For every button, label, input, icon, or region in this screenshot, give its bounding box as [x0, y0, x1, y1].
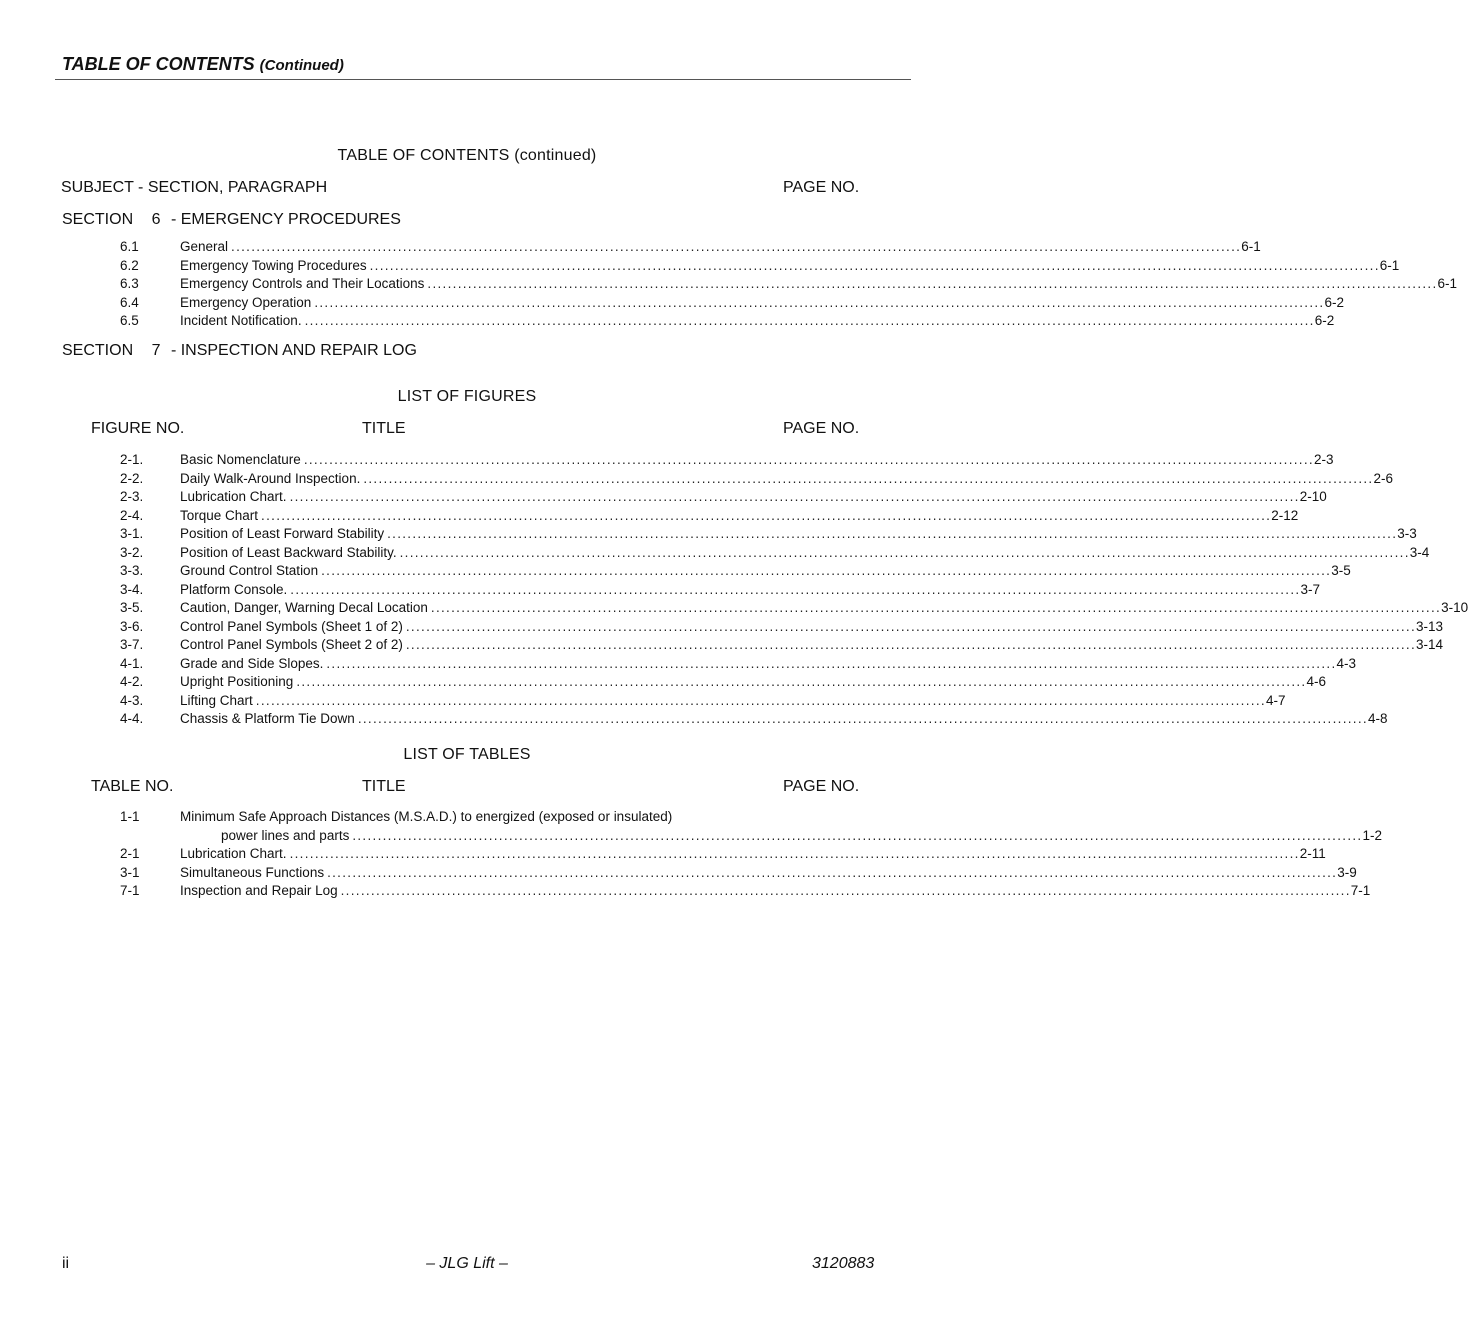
figures-col-page: PAGE NO.: [783, 420, 860, 437]
tables-list: [120, 808, 1382, 901]
list-item[interactable]: 2-3. Lubrication Chart. ........................................................................................................................................................................................................ 2-10: [120, 489, 1327, 504]
tables-col-no: TABLE NO.: [91, 778, 174, 795]
section-7-number: 7: [151, 342, 161, 359]
figures-heading: LIST OF FIGURES: [397, 388, 537, 405]
footer-center: – JLG Lift –: [426, 1255, 508, 1272]
section-6-number: 6: [151, 211, 161, 228]
list-item[interactable]: 3-2. Position of Least Backward Stability. ........................................................................................................................................................................................................ 3-4: [120, 544, 1430, 560]
list-item[interactable]: 3-6. Control Panel Symbols (Sheet 1 of 2) ........................................................................................................................................................................................................ 3-13: [120, 618, 1444, 634]
list-item[interactable]: 4-1. Grade and Side Slopes. ........................................................................................................................................................................................................ 4-3: [120, 655, 1357, 671]
header-rule: [55, 79, 911, 80]
list-item[interactable]: 2-2. Daily Walk-Around Inspection. ........................................................................................................................................................................................................ 2-6: [120, 470, 1393, 486]
list-item[interactable]: 6.5 Incident Notification. ........................................................................................................................................................................................................ 6-2: [120, 313, 1335, 328]
running-head: [62, 54, 912, 75]
list-item[interactable]: 3-3. Ground Control Station ........................................................................................................................................................................................................ 3-5: [120, 563, 1351, 578]
tables-col-page: PAGE NO.: [783, 778, 860, 795]
list-item[interactable]: 2-1 Lubrication Chart. ........................................................................................................................................................................................................ 2-11: [120, 846, 1326, 861]
list-item[interactable]: 1-1 Minimum Safe Approach Distances (M.S.A.D.) to energized (exposed or insulated): [120, 809, 673, 824]
running-head-title: TABLE OF CONTENTS: [62, 54, 255, 74]
list-item[interactable]: 3-4. Platform Console. ........................................................................................................................................................................................................ 3-7: [120, 581, 1320, 597]
toc-col-page: PAGE NO.: [783, 179, 860, 196]
tables-col-title: TITLE: [362, 778, 406, 795]
list-item[interactable]: 3-1. Position of Least Forward Stability ........................................................................................................................................................................................................ 3-3: [120, 526, 1417, 541]
footer-doc-number: 3120883: [812, 1255, 875, 1272]
list-item[interactable]: 2-4. Torque Chart ........................................................................................................................................................................................................ 2-12: [120, 507, 1299, 523]
section-7-title: - INSPECTION AND REPAIR LOG: [170, 342, 417, 359]
list-item[interactable]: 6.2 Emergency Towing Procedures ........................................................................................................................................................................................................ 6-1: [120, 257, 1400, 273]
section-6-label: SECTION: [62, 211, 134, 228]
list-item[interactable]: 3-5. Caution, Danger, Warning Decal Location ........................................................................................................................................................................................................ 3-10: [120, 600, 1468, 615]
figures-col-title: TITLE: [362, 420, 406, 437]
list-item[interactable]: 4-4. Chassis & Platform Tie Down ........................................................................................................................................................................................................ 4-8: [120, 711, 1388, 726]
figures-list: [120, 451, 1468, 729]
figures-col-no: FIGURE NO.: [91, 420, 185, 437]
section-6-list: [120, 238, 1458, 331]
list-item-continuation[interactable]: power lines and parts ........................................................................................................................................................................................................ 1-2: [221, 827, 1382, 843]
list-item[interactable]: 6.4 Emergency Operation ........................................................................................................................................................................................................ 6-2: [120, 294, 1344, 310]
toc-col-subject: SUBJECT - SECTION, PARAGRAPH: [61, 179, 328, 196]
section-6-title: - EMERGENCY PROCEDURES: [170, 211, 401, 228]
list-item[interactable]: 3-7. Control Panel Symbols (Sheet 2 of 2) ........................................................................................................................................................................................................ 3-14: [120, 637, 1444, 652]
list-item[interactable]: 6.3 Emergency Controls and Their Locations ........................................................................................................................................................................................................ 6-1: [120, 276, 1458, 291]
list-item[interactable]: 4-2. Upright Positioning ........................................................................................................................................................................................................ 4-6: [120, 674, 1326, 689]
list-item[interactable]: 2-1. Basic Nomenclature ........................................................................................................................................................................................................ 2-3: [120, 452, 1334, 467]
list-item[interactable]: 4-3. Lifting Chart ........................................................................................................................................................................................................ 4-7: [120, 692, 1286, 708]
toc-heading: TABLE OF CONTENTS (continued): [337, 147, 597, 164]
list-item[interactable]: 3-1 Simultaneous Functions ........................................................................................................................................................................................................ 3-9: [120, 864, 1357, 880]
running-head-continued: (Continued): [259, 57, 344, 74]
list-item[interactable]: 7-1 Inspection and Repair Log ........................................................................................................................................................................................................ 7-1: [120, 883, 1371, 898]
section-7-label: SECTION: [62, 342, 134, 359]
tables-heading: LIST OF TABLES: [403, 746, 531, 763]
list-item[interactable]: 6.1 General ........................................................................................................................................................................................................ 6-1: [120, 239, 1261, 254]
footer-page-number: ii: [62, 1255, 70, 1272]
section-6-heading: [62, 211, 401, 229]
section-7-heading: [62, 342, 417, 360]
